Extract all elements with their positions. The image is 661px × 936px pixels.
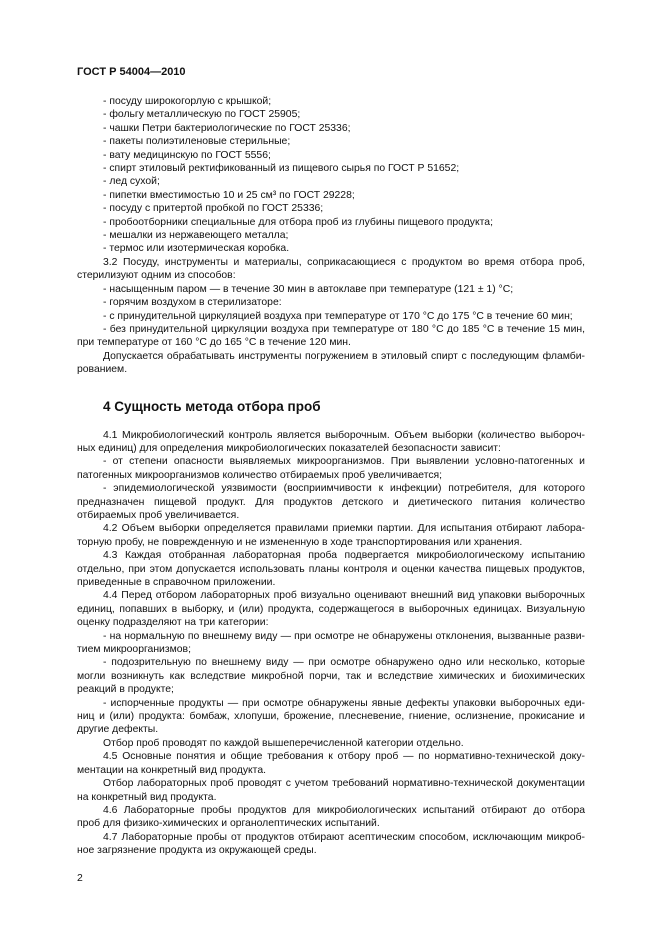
text-line: 4.6 Лабораторные пробы продуктов для микробиологических испытаний отбирают до отбора xyxy=(103,804,585,816)
text-line: реакций в продукте; xyxy=(77,684,174,696)
paragraph xyxy=(77,256,585,283)
text-line: 4.3 Каждая отобранная лабораторная проба подвергается микробиологическому испытанию xyxy=(103,550,585,562)
text-line: при температуре от 160 °C до 165 °C в течение 120 мин. xyxy=(77,337,351,349)
paragraph xyxy=(77,242,585,255)
text-line: Отбор проб проводят по каждой вышеперечисленной категории отдельно. xyxy=(103,737,464,749)
text-line: Отбор лабораторных проб проводят с учетом требований нормативно-технической документации xyxy=(103,778,585,790)
paragraph xyxy=(77,350,585,377)
document-body xyxy=(77,95,585,858)
text-line: ментации на конкретный вид продукта. xyxy=(77,764,266,776)
paragraph xyxy=(77,522,585,549)
paragraph xyxy=(77,229,585,242)
paragraph xyxy=(77,656,585,696)
text-line: на конкретный вид продукта. xyxy=(77,791,217,803)
text-line: - подозрительную по внешнему виду — при осмотре обнаружено одно или несколько, которые xyxy=(103,657,585,669)
paragraph xyxy=(77,175,585,188)
text-line: ное загрязнение продукта из окружающей среды. xyxy=(77,845,317,857)
text-line: патогенных микроорганизмов количество отбираемых проб увеличивается; xyxy=(77,469,443,481)
text-line: приведенные в справочном приложении. xyxy=(77,577,276,588)
text-line: - эпидемиологической уязвимости (восприимчивости к инфекции) потребителя, для которого xyxy=(103,483,585,495)
paragraph xyxy=(77,296,585,309)
text-line: - без принудительной циркуляции воздуха при температуре от 180 °C до 185 °C в течение 15 мин, xyxy=(103,323,585,335)
paragraph xyxy=(77,455,585,482)
text-line: - горячим воздухом в стерилизаторе: xyxy=(103,297,282,309)
text-line: единиц, попавших в выборку, и (или) продукта, содержащегося в выборочных единицах. Визуальную xyxy=(77,603,585,615)
text-line: проб для физико-химических и органолептических испытаний. xyxy=(77,818,380,830)
paragraph xyxy=(77,777,585,804)
text-line: - фольгу металлическую по ГОСТ 25905; xyxy=(103,109,301,121)
text-line: - пробоотборники специальные для отбора проб из глубины пищевого продукта; xyxy=(103,216,493,228)
text-line: 4.4 Перед отбором лабораторных проб визуально оценивают внешний вид упаковки выборочных xyxy=(103,590,585,602)
text-line: другие дефекты. xyxy=(77,724,159,736)
text-line: - посуду с притертой пробкой по ГОСТ 25336; xyxy=(103,203,324,215)
text-line: ных единиц) для определения микробиологических показателей безопасности зависит: xyxy=(77,442,501,454)
text-line: - мешалки из нержавеющего металла; xyxy=(103,230,289,242)
text-line: - посуду широкогорлую с крышкой; xyxy=(103,96,272,107)
paragraph xyxy=(77,323,585,350)
text-line: 4.1 Микробиологический контроль является выборочным. Объем выборки (количество выбороч- xyxy=(103,429,585,441)
page-number: 2 xyxy=(77,872,83,884)
paragraph xyxy=(77,549,585,589)
text-line: - лед сухой; xyxy=(103,176,160,188)
text-line: рованием. xyxy=(77,364,128,376)
text-line: 4.2 Объем выборки определяется правилами приемки партии. Для испытания отбирают лабора- xyxy=(103,523,585,535)
text-line: предназначен пищевой продукт. Для продуктов детского и диетического питания количество xyxy=(77,496,585,508)
paragraph xyxy=(77,630,585,657)
paragraph xyxy=(77,804,585,831)
text-line: 4.5 Основные понятия и общие требования к отбору проб — по нормативно-технической доку- xyxy=(103,751,585,763)
text-line: оценку подразделяют на три категории: xyxy=(77,617,269,629)
text-line: - с принудительной циркуляцией воздуха при температуре от 170 °C до 175 °C в течение 60 мин; xyxy=(103,310,573,322)
text-line: торную пробу, не поврежденную и не измененную в ходе транспортирования или хранения. xyxy=(77,536,523,548)
text-line: отбираемых проб увеличивается. xyxy=(77,509,240,521)
text-line: - термос или изотермическая коробка. xyxy=(103,243,290,255)
paragraph xyxy=(77,108,585,121)
text-line: стерилизуют одним из способов: xyxy=(77,270,236,282)
text-line: - пакеты полиэтиленовые стерильные; xyxy=(103,136,291,148)
text-line: - на нормальную по внешнему виду — при осмотре не обнаружены отклонения, вызванные разви- xyxy=(103,630,585,642)
paragraph xyxy=(77,216,585,229)
text-line: - испорченные продукты — при осмотре обнаружены явные дефекты упаковки выборочных еди- xyxy=(103,697,585,709)
text-line: тием микроорганизмов; xyxy=(77,644,191,656)
paragraph xyxy=(77,162,585,175)
page-flow xyxy=(77,95,585,885)
text-line: 3.2 Посуду, инструменты и материалы, соприкасающиеся с продуктом во время отбора проб, xyxy=(103,256,585,268)
paragraph xyxy=(77,95,585,108)
text-line: - спирт этиловый ректификованный из пищевого сырья по ГОСТ Р 51652; xyxy=(103,163,460,175)
text-line: - от степени опасности выявляемых микроорганизмов. При выявлении условно-патогенных и xyxy=(103,456,585,468)
text-line: - вату медицинскую по ГОСТ 5556; xyxy=(103,149,271,161)
paragraph xyxy=(77,310,585,323)
text-line: - насыщенным паром — в течение 30 мин в автоклаве при температуре (121 ± 1) °C; xyxy=(103,283,514,295)
paragraph xyxy=(77,482,585,522)
text-line: - пипетки вместимостью 10 и 25 см³ по ГОСТ 29228; xyxy=(103,189,355,201)
text-line: Допускается обрабатывать инструменты погружением в этиловый спирт с последующим фламби- xyxy=(103,350,585,362)
text-line: могли возникнуть как вследствие микробной порчи, так и вследствие химических и биохимических xyxy=(77,670,585,682)
document-header: ГОСТ Р 54004—2010 xyxy=(77,66,186,78)
paragraph xyxy=(77,429,585,456)
paragraph xyxy=(77,831,585,858)
paragraph xyxy=(77,122,585,135)
paragraph xyxy=(77,135,585,148)
text-line: отдельно, при этом допускается использовать планы контроля и оценки качества пищевых продуктов, xyxy=(77,563,585,575)
text-line: ниц и (или) продукта: бомбаж, хлопуши, брожение, плесневение, гниение, ослизнение, прокисание и xyxy=(77,711,585,723)
text-line: 4.7 Лабораторные пробы от продуктов отбирают асептическим способом, исключающим микроб- xyxy=(103,831,585,843)
paragraph xyxy=(77,737,585,750)
paragraph xyxy=(77,750,585,777)
paragraph xyxy=(77,283,585,296)
paragraph xyxy=(77,149,585,162)
paragraph xyxy=(77,202,585,215)
paragraph xyxy=(77,589,585,629)
section-heading: 4 Сущность метода отбора проб xyxy=(103,398,321,414)
text-line: - чашки Петри бактериологические по ГОСТ 25336; xyxy=(103,122,351,134)
paragraph xyxy=(77,189,585,202)
paragraph xyxy=(77,697,585,737)
